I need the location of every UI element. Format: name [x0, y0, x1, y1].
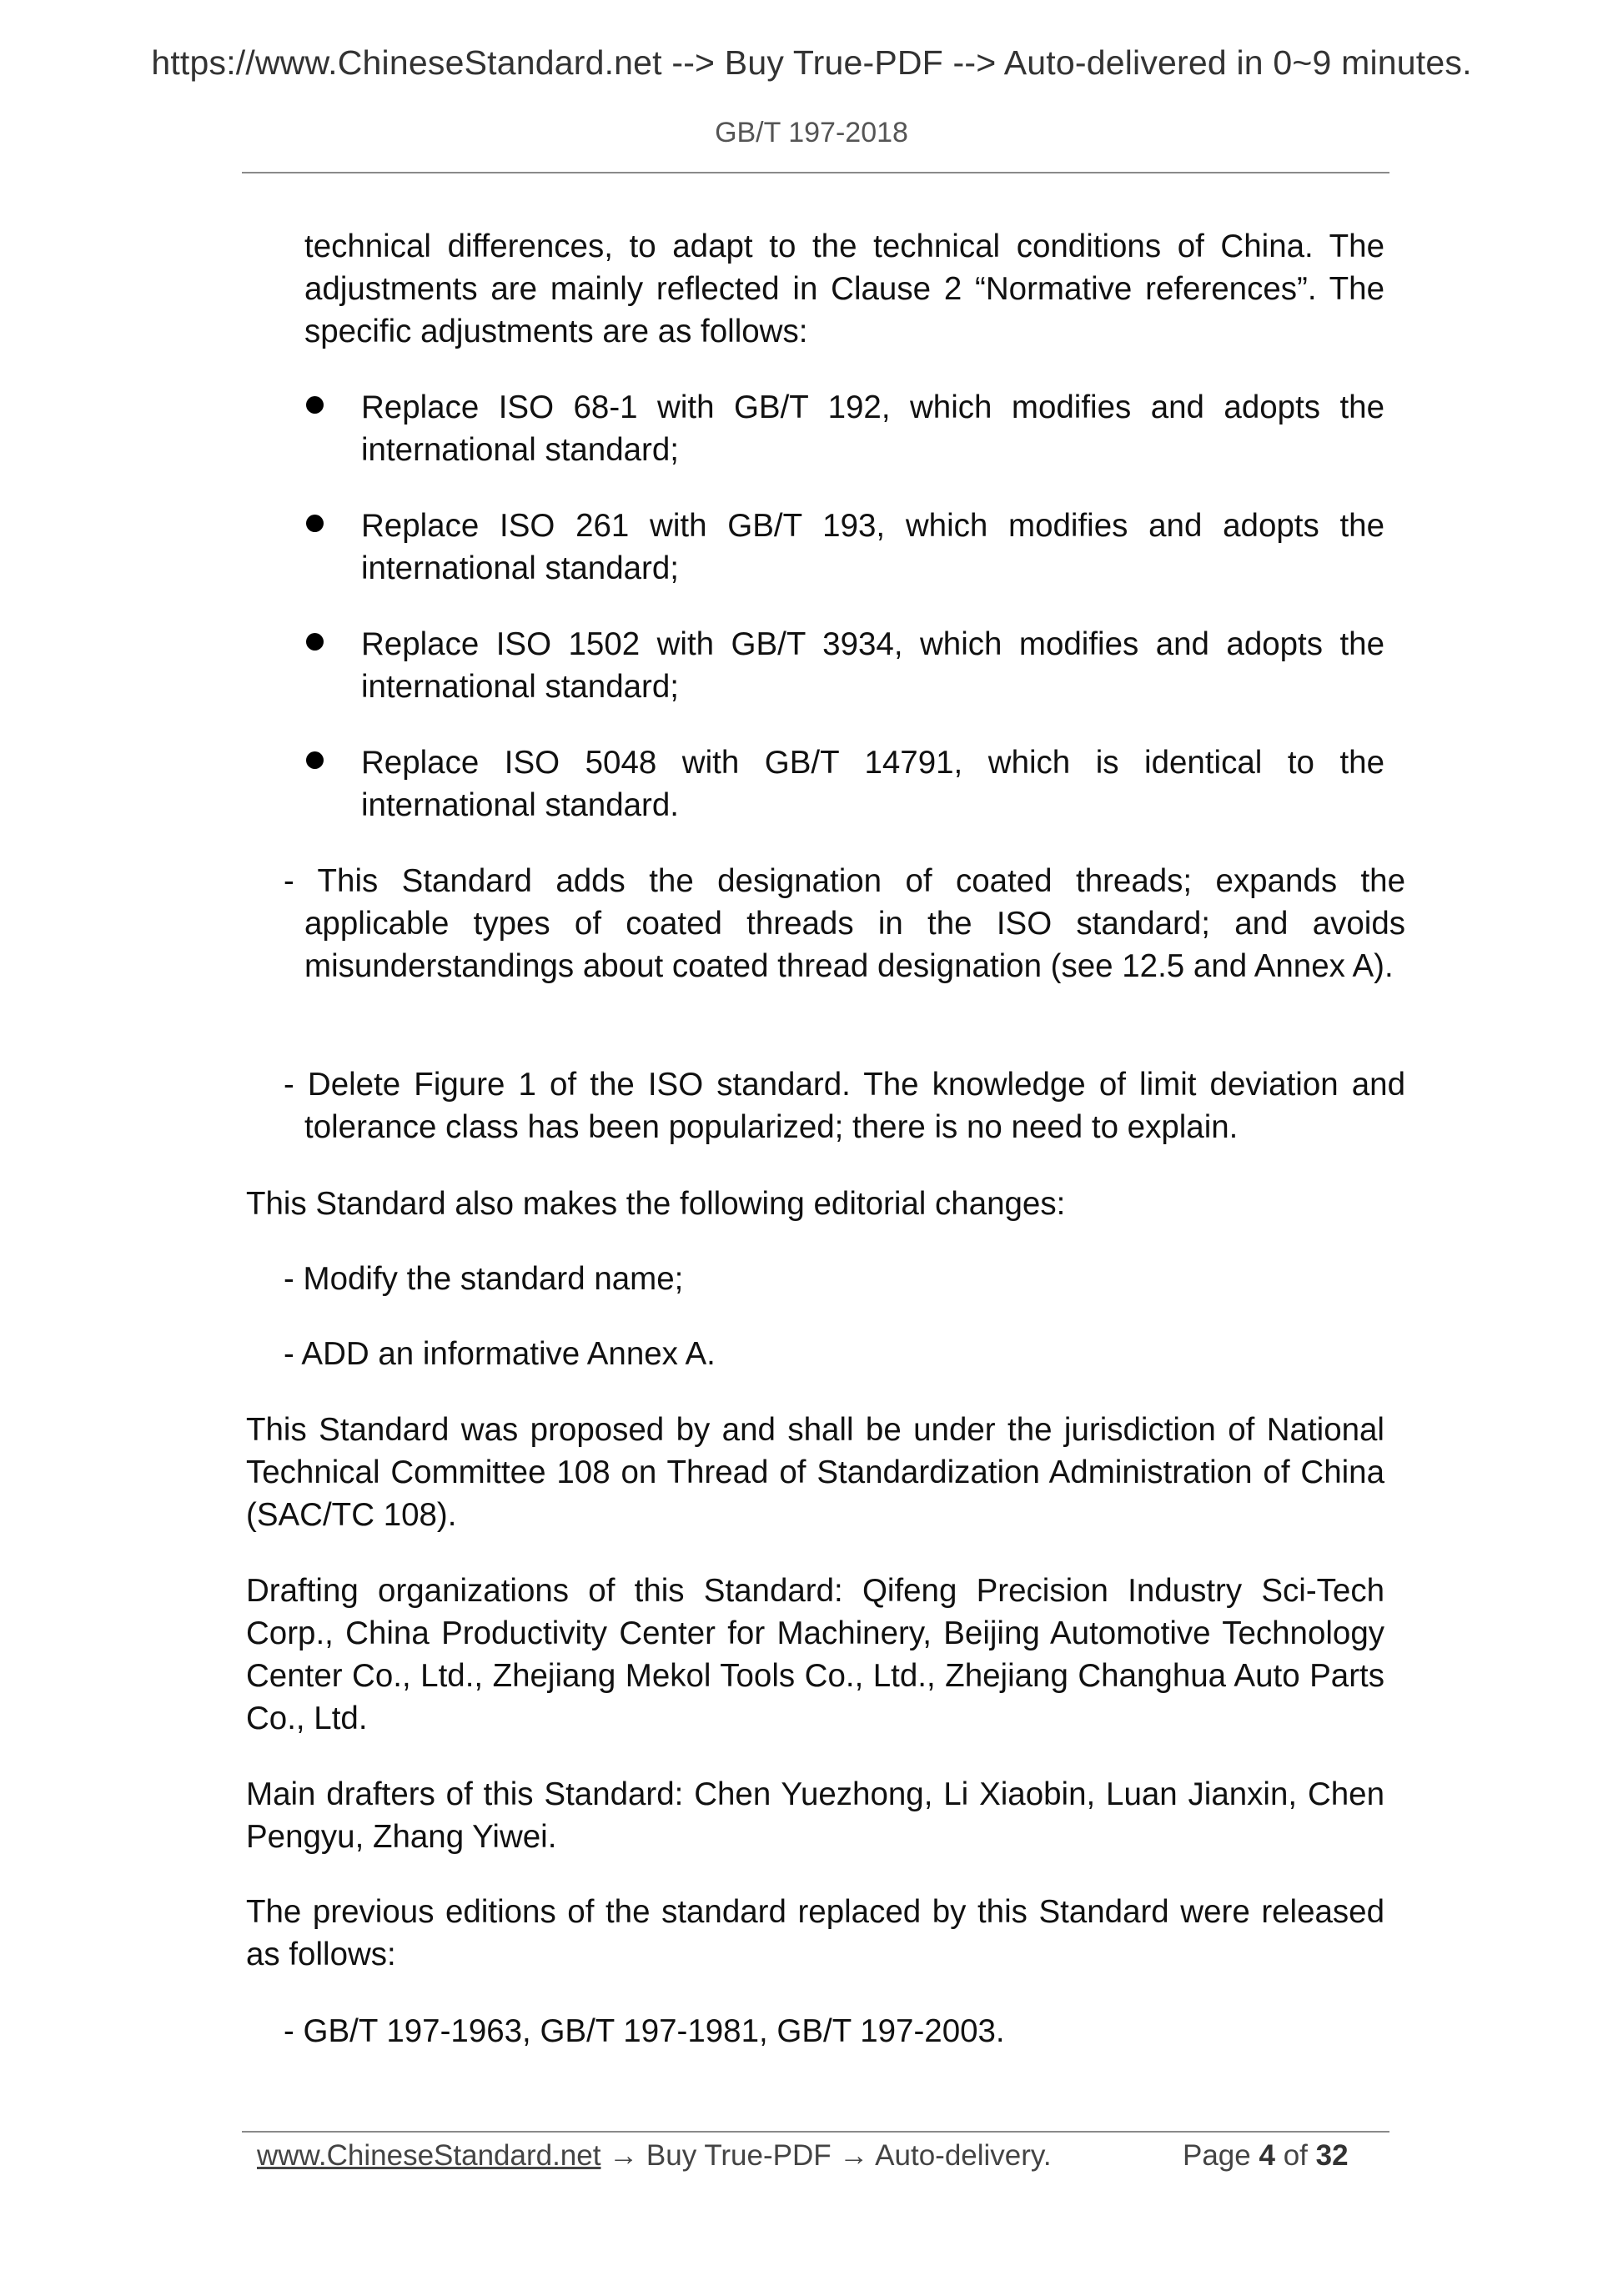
editorial-item: - ADD an informative Annex A. [284, 1336, 716, 1372]
page-label: Page [1183, 2139, 1251, 2172]
document-code: GB/T 197-2018 [715, 117, 908, 148]
intro-continuation-paragraph: technical differences, to adapt to the technical conditions of China. The adjustments are mainly reflected in Clause 2 “Normative references”. The specific adjustments are as follows: [304, 229, 1384, 349]
bullet-item: Replace ISO 5048 with GB/T 14791, which is identical to the international standard. [361, 745, 1384, 823]
page-current-number: 4 [1259, 2139, 1275, 2172]
page-total-number: 32 [1315, 2139, 1349, 2172]
bullet-dot-icon [306, 396, 324, 414]
bullet-item: Replace ISO 261 with GB/T 193, which modifies and adopts the international standard; [361, 508, 1384, 586]
footer-site-link[interactable]: www.ChineseStandard.net [257, 2139, 601, 2172]
editorial-intro-paragraph: This Standard also makes the following editorial changes: [246, 1186, 1066, 1222]
footer-tagline: → Buy True-PDF → Auto-delivery. [600, 2139, 1052, 2172]
bullet-dot-icon [306, 751, 324, 769]
dash-item-coated-threads: - This Standard adds the designation of coated threads; expands the applicable types of coated threads in the ISO standard; and avoids misunderstandings about coated thread designation (see 12.5 and Annex A). [284, 863, 1405, 984]
proposed-by-paragraph: This Standard was proposed by and shall be under the jurisdiction of National Technical Committee 108 on Thread of Standardization Administration of China (SAC/TC 108). [246, 1412, 1384, 1533]
previous-editions-list: - GB/T 197-1963, GB/T 197-1981, GB/T 197-2003. [284, 2013, 1005, 2049]
dash-item-delete-figure: - Delete Figure 1 of the ISO standard. The knowledge of limit deviation and tolerance class has been popularized; there is no need to explain. [284, 1067, 1405, 1145]
page-indicator [1183, 2135, 1349, 2177]
drafting-organizations-paragraph: Drafting organizations of this Standard: Qifeng Precision Industry Sci-Tech Corp., China Productivity Center for Machinery, Beijing Automotive Technology Center Co., Ltd., Zhejiang Mekol Tools Co., Ltd., Zhejiang Changhua Auto Parts Co., Ltd. [246, 1573, 1384, 1736]
bullet-dot-icon [306, 633, 324, 651]
header-divider [242, 172, 1389, 173]
footer-left [257, 2135, 1052, 2177]
editorial-item: - Modify the standard name; [284, 1261, 684, 1297]
bullet-dot-icon [306, 515, 324, 532]
previous-editions-intro-paragraph: The previous editions of the standard replaced by this Standard were released as follows: [246, 1894, 1384, 1972]
top-banner: https://www.ChineseStandard.net --> Buy True-PDF --> Auto-delivered in 0~9 minutes. [151, 43, 1472, 82]
bullet-item: Replace ISO 1502 with GB/T 3934, which modifies and adopts the international standard; [361, 626, 1384, 705]
footer-divider [242, 2131, 1389, 2133]
bullet-item: Replace ISO 68-1 with GB/T 192, which modifies and adopts the international standard; [361, 389, 1384, 468]
main-drafters-paragraph: Main drafters of this Standard: Chen Yuezhong, Li Xiaobin, Luan Jianxin, Chen Pengyu, Zhang Yiwei. [246, 1776, 1384, 1855]
of-label: of [1283, 2139, 1308, 2172]
